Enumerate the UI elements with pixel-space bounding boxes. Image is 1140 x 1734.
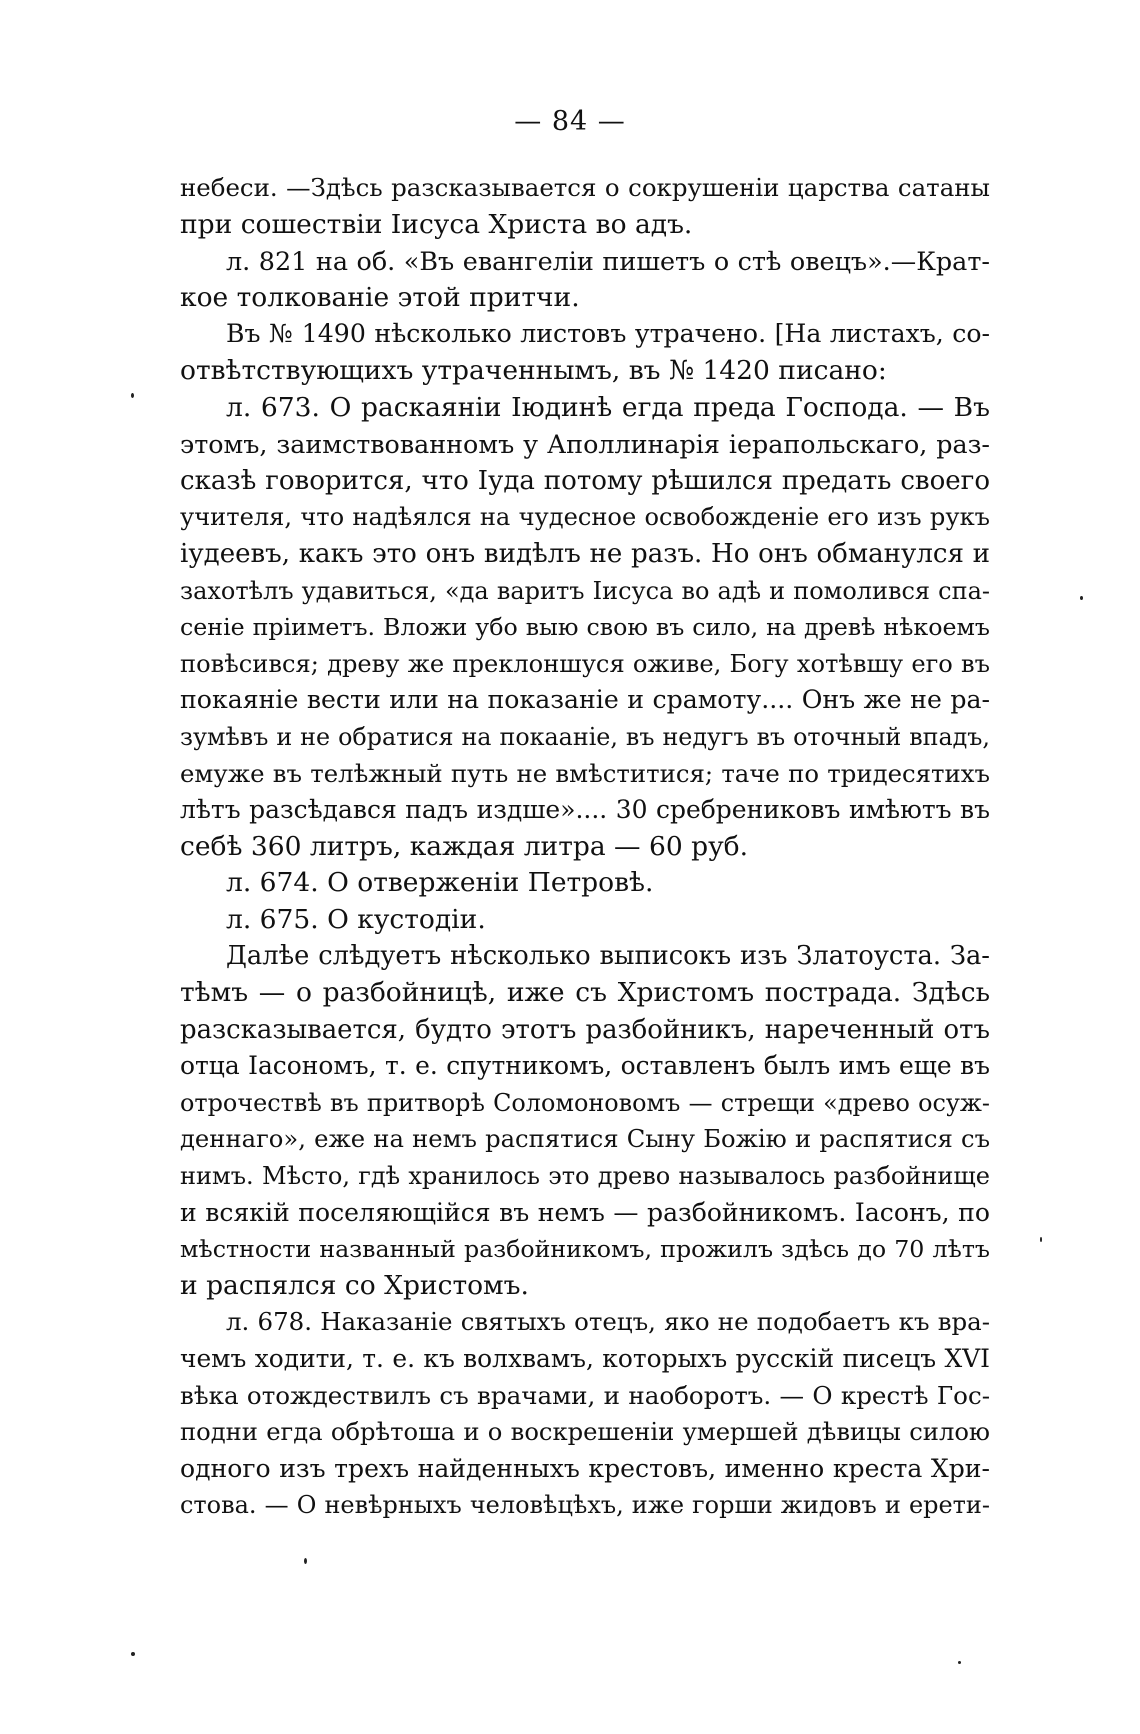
text-line: отвѣтствующихъ утраченнымъ, въ № 1420 писано: xyxy=(180,354,887,386)
paragraph xyxy=(180,865,990,902)
scan-speck xyxy=(304,1558,307,1564)
scan-speck xyxy=(1040,1237,1042,1242)
text-line: л. 673. О раскаяніи Іюдинѣ егда преда Господа. — Въ xyxy=(226,391,990,423)
text-line: нимъ. Мѣсто, гдѣ хранилось это древо называлось разбойнище xyxy=(180,1162,990,1191)
text-line: этомъ, заимствованномъ у Аполлинарія іерапольскаго, раз- xyxy=(180,429,990,460)
text-line: Далѣе слѣдуетъ нѣсколько выписокъ изъ Златоуста. За- xyxy=(226,941,990,972)
paragraph xyxy=(180,390,990,866)
text-line: чемъ ходити, т. е. къ волхвамъ, которыхъ русскій писецъ XVI xyxy=(180,1344,990,1373)
text-line: л. 821 на об. «Въ евангеліи пишетъ о стѣ овецъ».—Крат- xyxy=(226,246,990,277)
text-line: учителя, что надѣялся на чудесное освобожденіе его изъ рукъ xyxy=(180,503,990,532)
text-line: кое толкованіе этой притчи. xyxy=(180,281,580,313)
text-line: л. 675. О кустодіи. xyxy=(226,903,486,935)
page-number: — 84 — xyxy=(514,106,626,137)
text-line: іудеевъ, какъ это онъ видѣлъ не разъ. Но онъ обманулся и xyxy=(180,538,990,569)
text-line: отца Іасономъ, т. е. спутникомъ, оставленъ былъ имъ еще въ xyxy=(180,1051,990,1081)
paragraph xyxy=(180,170,990,243)
text-line: небеси. —Здѣсь разсказывается о сокрушеніи царства сатаны xyxy=(180,173,990,202)
text-line: зумѣвъ и не обратися на покааніе, въ недугъ въ оточный впадъ, xyxy=(180,722,990,751)
scan-speck xyxy=(958,1661,961,1664)
text-line: подни егда обрѣтоша и о воскрешеніи умершей дѣвицы силою xyxy=(180,1418,990,1447)
text-line: покаяніе вести или на показаніе и срамоту.... Онъ же не ра- xyxy=(180,685,990,715)
paragraph xyxy=(180,938,990,1304)
text-line: отрочествѣ въ притворѣ Соломоновомъ — стрещи «древо осуж- xyxy=(180,1088,990,1117)
scan-speck xyxy=(131,393,134,398)
paragraph xyxy=(180,243,990,316)
scan-speck xyxy=(131,1652,135,1656)
text-line: мѣстности названный разбойникомъ, прожилъ здѣсь до 70 лѣтъ xyxy=(180,1235,990,1264)
text-line: стова. — О невѣрныхъ человѣцѣхъ, иже горши жидовъ и ерети- xyxy=(180,1491,990,1520)
text-line: разсказывается, будто этотъ разбойникъ, нареченный отъ xyxy=(180,1014,990,1045)
document-body xyxy=(180,170,990,1524)
text-line: себѣ 360 литръ, каждая литра — 60 руб. xyxy=(180,830,749,862)
text-line: емуже въ телѣжный путь не вмѣститися; таче по тридесятихъ xyxy=(180,758,990,788)
text-line: л. 678. Наказаніе святыхъ отецъ, яко не подобаетъ къ вра- xyxy=(226,1307,990,1337)
text-line: сказѣ говорится, что Іуда потому рѣшился предать своего xyxy=(180,465,990,496)
paragraph xyxy=(180,316,990,389)
text-line: захотѣлъ удавиться, «да варитъ Іисуса во адѣ и помолився спа- xyxy=(180,576,990,605)
text-line: деннаго», еже на немъ распятися Сыну Божію и распятися съ xyxy=(180,1124,990,1154)
text-line: сеніе пріиметъ. Вложи убо выю свою въ сило, на древѣ нѣкоемъ xyxy=(180,613,990,642)
text-line: повѣсився; древу же преклоншуся оживе, Богу хотѣвшу его въ xyxy=(180,649,990,678)
scan-speck xyxy=(1080,596,1083,600)
paragraph xyxy=(180,902,990,939)
text-line: лѣтъ разсѣдався падъ издше».... 30 сребрениковъ имѣютъ въ xyxy=(180,795,990,825)
text-line: и всякій поселяющійся въ немъ — разбойникомъ. Іасонъ, по xyxy=(180,1197,990,1227)
text-line: тѣмъ — о разбойницѣ, иже съ Христомъ пострада. Здѣсь xyxy=(180,977,990,1009)
text-line: Въ № 1490 нѣсколько листовъ утрачено. [На листахъ, со- xyxy=(226,319,990,349)
paragraph xyxy=(180,1304,990,1524)
text-line: при сошествіи Іисуса Христа во адъ. xyxy=(180,208,693,240)
text-line: вѣка отождествилъ съ врачами, и наоборотъ. — О крестѣ Гос- xyxy=(180,1380,990,1410)
text-line: л. 674. О отверженіи Петровѣ. xyxy=(226,867,654,899)
text-line: одного изъ трехъ найденныхъ крестовъ, именно креста Хри- xyxy=(180,1453,990,1483)
text-line: и распялся со Христомъ. xyxy=(180,1269,529,1301)
